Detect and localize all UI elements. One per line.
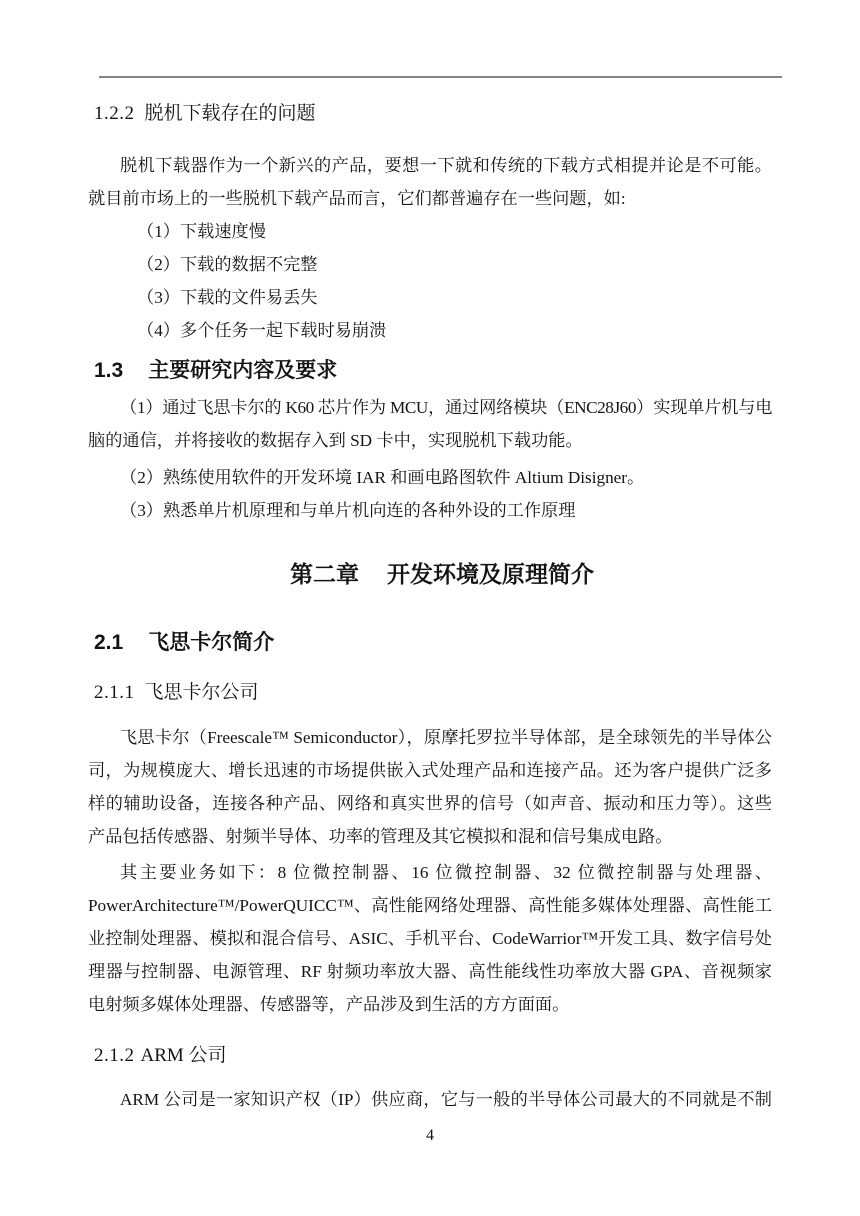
- page-content: [88, 0, 772, 1148]
- heading-number: 2.1.2: [94, 1045, 135, 1066]
- paragraph-freescale: [88, 721, 772, 853]
- heading-number: 2.1: [94, 631, 124, 654]
- chapter-title: 开发环境及原理简介: [387, 561, 594, 587]
- text-line: 业控制处理器、模拟和混合信号、ASIC、手机平台、CodeWarrior™开发工具、数字信号处: [88, 929, 772, 948]
- heading-title: 主要研究内容及要求: [148, 359, 338, 382]
- heading-1-2-2: [88, 97, 772, 130]
- heading-title: 飞思卡尔简介: [148, 631, 275, 654]
- list-item: （4）多个任务一起下载时易崩溃: [137, 321, 387, 340]
- heading-1-3: [88, 354, 772, 387]
- heading-title: ARM 公司: [140, 1045, 227, 1066]
- text-line: 脑的通信，并将接收的数据存入到 SD 卡中，实现脱机下载功能。: [88, 431, 583, 450]
- text-line: 其主要业务如下：8 位微控制器、16 位微控制器、32 位微控制器与处理器、: [120, 863, 772, 882]
- problem-list: [88, 215, 772, 347]
- heading-2-1-2: [88, 1039, 772, 1072]
- heading-number: 2.1.1: [94, 682, 135, 703]
- text-line: 飞思卡尔（Freescale™ Semiconductor），原摩托罗拉半导体部，是全球领先的半导体公: [120, 728, 772, 747]
- text-line: 产品包括传感器、射频半导体、功率的管理及其它模拟和混和信号集成电路。: [88, 827, 673, 846]
- text-line: 电射频多媒体处理器、传感器等，产品涉及到生活的方方面面。: [88, 995, 570, 1014]
- page-number: 4: [426, 1127, 434, 1144]
- chapter-number: 第二章: [290, 561, 359, 587]
- text-line: （3）熟悉单片机原理和与单片机向连的各种外设的工作原理: [120, 501, 576, 520]
- list-item: （2）下载的数据不完整: [137, 255, 318, 274]
- heading-2-1-1: [88, 676, 772, 709]
- chapter-2-heading: [88, 556, 772, 592]
- list-item: （1）下载速度慢: [137, 222, 266, 241]
- text-line: （2）熟练使用软件的开发环境 IAR 和画电路图软件 Altium Disigner。: [120, 468, 645, 487]
- paragraph-business: [88, 856, 772, 1021]
- heading-number: 1.3: [94, 359, 124, 382]
- text-line: PowerArchitecture™/PowerQUICC™、高性能网络处理器、高性能多媒体处理器、高性能工: [88, 896, 772, 915]
- text-line: 样的辅助设备，连接各种产品、网络和真实世界的信号（如声音、振动和压力等）。这些: [88, 794, 772, 813]
- heading-title: 飞思卡尔公司: [144, 682, 259, 703]
- text-line: 理器与控制器、电源管理、RF 射频功率放大器、高性能线性功率放大器 GPA、音视频家: [88, 962, 772, 981]
- paragraph-intro: [88, 149, 772, 215]
- text-line: ARM 公司是一家知识产权（IP）供应商，它与一般的半导体公司最大的不同就是不制: [120, 1090, 772, 1109]
- text-line: 就目前市场上的一些脱机下载产品而言，它们都普遍存在一些问题，如:: [88, 189, 626, 208]
- text-line: 脱机下载器作为一个新兴的产品，要想一下就和传统的下载方式相提并论是不可能。: [120, 156, 772, 175]
- paragraph-requirements: [88, 391, 772, 527]
- text-line: 司，为规模庞大、增长迅速的市场提供嵌入式处理产品和连接产品。还为客户提供广泛多: [88, 761, 772, 780]
- list-item: （3）下载的文件易丢失: [137, 288, 318, 307]
- heading-number: 1.2.2: [94, 103, 135, 124]
- heading-title: 脱机下载存在的问题: [144, 103, 316, 124]
- paragraph-arm: [88, 1083, 772, 1116]
- text-line: （1）通过飞思卡尔的 K60 芯片作为 MCU，通过网络模块（ENC28J60）实现单片机与电: [120, 398, 772, 417]
- heading-2-1: [88, 626, 772, 659]
